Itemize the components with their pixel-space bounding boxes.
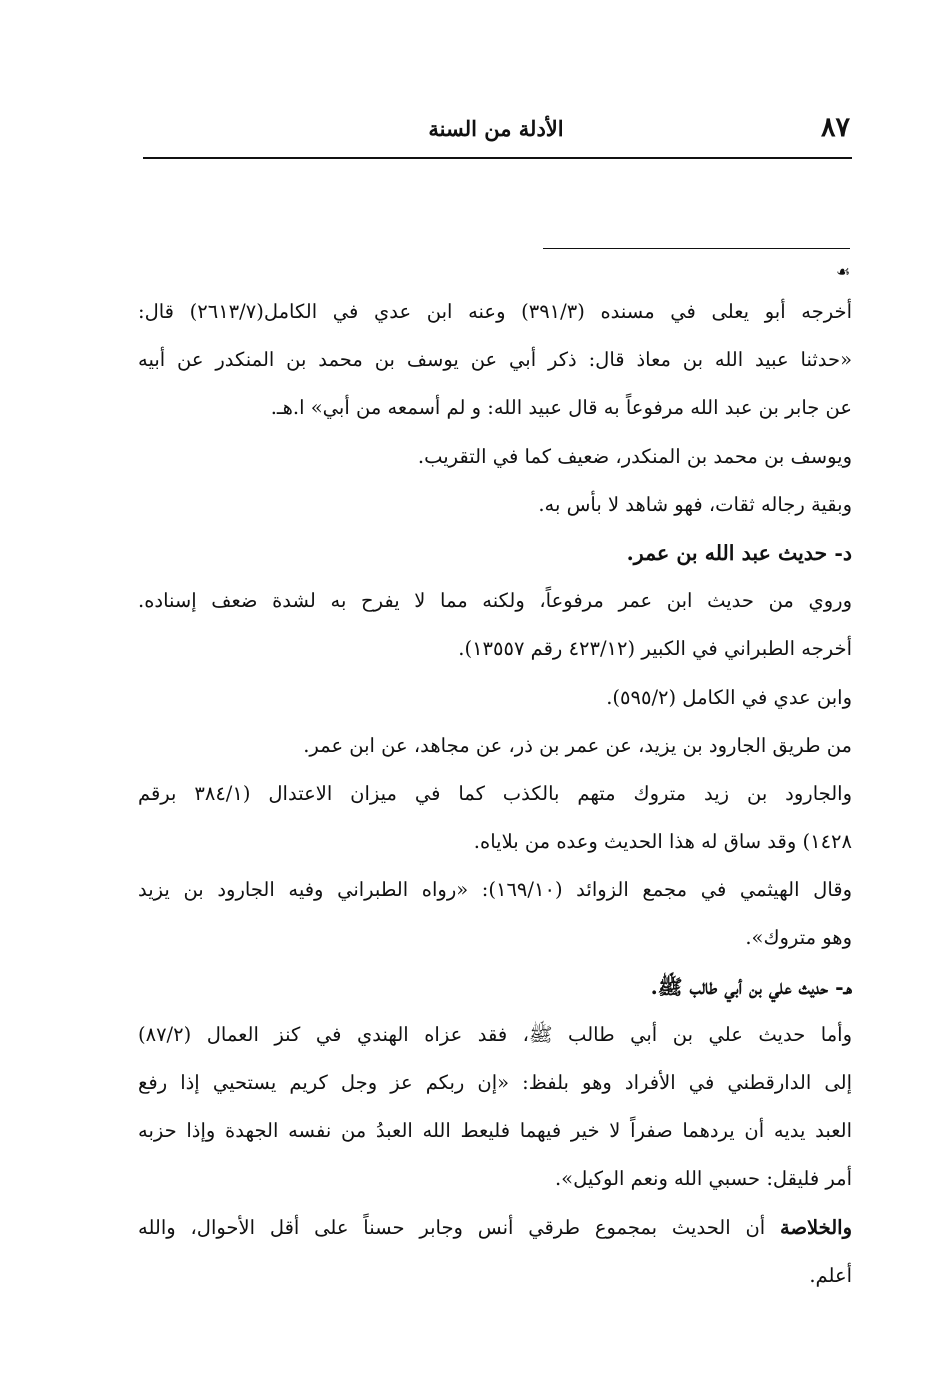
text-line: وأما حديث علي بن أبي طالب ﷺ، فقد عزاه الهندي في كنز العمال (٨٧/٢) <box>138 1022 853 1046</box>
footnote-body <box>138 288 852 1300</box>
footnote-rule <box>543 248 850 249</box>
text-line: أمر فليقل: حسبي الله ونعم الوكيل». <box>554 1167 852 1191</box>
text-line: وبقية رجاله ثقات، فهو شاهد لا بأس به. <box>538 492 852 516</box>
conclusion-text: أن الحديث بمجموع طرقي أنس وجابر حسناً على أقل الأحوال، والله <box>138 1215 780 1239</box>
text-line: أخرجه أبو يعلى في مسنده (٣٩١/٣) وعنه ابن عدي في الكامل(٢٦١٣/٧) قال: <box>138 300 852 323</box>
continuation-mark-icon: ☙ <box>836 262 851 281</box>
text-line: وقال الهيثمي في مجمع الزوائد (١٦٩/١٠): «رواه الطبراني وفيه الجارود بن يزيد <box>138 878 852 902</box>
text-line: عن جابر بن عبد الله مرفوعاً به قال عبيد الله: و لم أسمعه من أبي» ا.هـ. <box>270 396 852 420</box>
text-line: من طريق الجارود بن يزيد، عن عمر بن ذر، عن مجاهد، عن ابن عمر. <box>303 733 852 757</box>
running-title: الأدلة من السنة <box>428 116 564 141</box>
text-line: إلى الدارقطني في الأفراد وهو بلفظ: «إن ربكم عز وجل كريم يستحيي إذا رفع <box>138 1071 852 1094</box>
text-line: «حدثنا عبيد الله بن معاذ قال: ذكر أبي عن يوسف بن محمد بن المنكدر عن أبيه <box>138 348 852 372</box>
text-line: ١٤٢٨) وقد ساق له هذا الحديث وعده من بلاياه. <box>473 830 852 854</box>
page-header <box>140 110 852 156</box>
text-line: والجارود بن زيد متروك متهم بالكذب كما في ميزان الاعتدال (٣٨٤/١ برقم <box>138 781 852 805</box>
page-number: ٨٧ <box>820 112 850 143</box>
text-line: وابن عدي في الكامل (٥٩٥/٢). <box>606 685 852 709</box>
text-line: ويوسف بن محمد بن المنكدر، ضعيف كما في التقريب. <box>417 444 852 468</box>
conclusion-label: والخلاصة <box>779 1215 852 1239</box>
text-line: وروي من حديث ابن عمر مرفوعاً، ولكنه مما لا يفرح به لشدة ضعف إسناده. <box>138 589 852 613</box>
conclusion-line <box>138 1204 852 1252</box>
section-heading: د- حديث عبد الله بن عمر. <box>626 540 852 565</box>
text-line: أعلم. <box>809 1263 852 1287</box>
header-rule <box>143 157 852 159</box>
section-heading: هـ- حديث علي بن أبي طالب ﷺ. <box>650 974 852 999</box>
text-line: العبد يديه أن يردهما صفراً لا خير فيهما فليعط الله العبدُ من نفسه الجهدة وإذا حزبه <box>138 1119 852 1143</box>
text-line: وهو متروك». <box>745 926 852 950</box>
text-line: أخرجه الطبراني في الكبير (٤٢٣/١٢ رقم ١٣٥٥٧). <box>458 637 852 661</box>
